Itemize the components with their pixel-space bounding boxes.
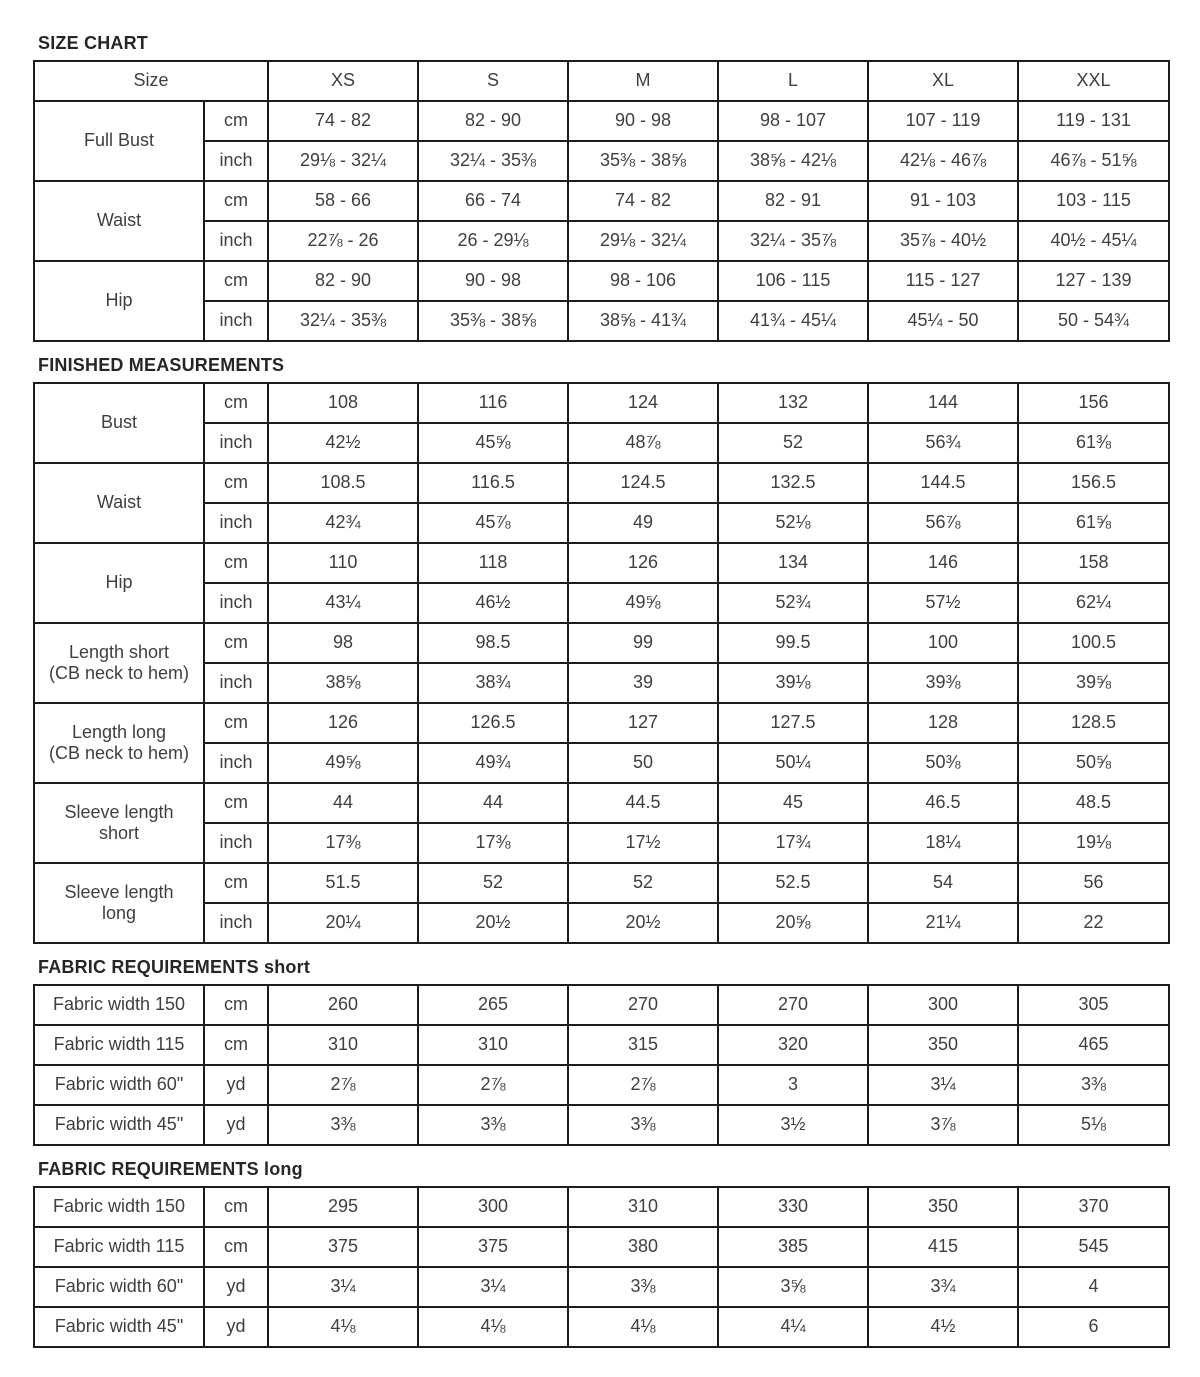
value-cell: 46.5 <box>868 783 1018 823</box>
value-cell: 107 - 119 <box>868 101 1018 141</box>
value-cell: 49 <box>568 503 718 543</box>
table-row <box>34 181 1169 221</box>
value-cell: 20⅝ <box>718 903 868 943</box>
value-cell: 4 <box>1018 1267 1169 1307</box>
row-label: Bust <box>34 383 204 463</box>
row-label: Fabric width 150 <box>34 985 204 1025</box>
value-cell: 260 <box>268 985 418 1025</box>
value-cell: 74 - 82 <box>568 181 718 221</box>
table-row <box>34 1025 1169 1065</box>
table-row <box>34 261 1169 301</box>
unit-cell: cm <box>204 1187 268 1227</box>
value-cell: 38⅝ - 42⅛ <box>718 141 868 181</box>
value-cell: 128.5 <box>1018 703 1169 743</box>
value-cell: 350 <box>868 1025 1018 1065</box>
value-cell: 115 - 127 <box>868 261 1018 301</box>
value-cell: 127 <box>568 703 718 743</box>
value-cell: 32¼ - 35⅞ <box>718 221 868 261</box>
value-cell: 320 <box>718 1025 868 1065</box>
value-cell: 3¼ <box>418 1267 568 1307</box>
table-row <box>34 423 1169 463</box>
value-cell: 370 <box>1018 1187 1169 1227</box>
value-cell: 52 <box>718 423 868 463</box>
value-cell: 119 - 131 <box>1018 101 1169 141</box>
row-label: Fabric width 115 <box>34 1227 204 1267</box>
row-label: Full Bust <box>34 101 204 181</box>
value-cell: 132 <box>718 383 868 423</box>
table-row <box>34 221 1169 261</box>
table-row <box>34 583 1169 623</box>
table-row <box>34 503 1169 543</box>
value-cell: 32¼ - 35⅜ <box>268 301 418 341</box>
table-row <box>34 1105 1169 1145</box>
value-cell: 35⅞ - 40½ <box>868 221 1018 261</box>
value-cell: 4⅛ <box>268 1307 418 1347</box>
value-cell: 66 - 74 <box>418 181 568 221</box>
value-cell: 38⅝ - 41¾ <box>568 301 718 341</box>
row-label: Length long (CB neck to hem) <box>34 703 204 783</box>
value-cell: 116.5 <box>418 463 568 503</box>
value-cell: 375 <box>418 1227 568 1267</box>
size-chart-table <box>33 60 1170 342</box>
value-cell: 300 <box>868 985 1018 1025</box>
size-column-header: M <box>568 61 718 101</box>
value-cell: 48.5 <box>1018 783 1169 823</box>
value-cell: 310 <box>568 1187 718 1227</box>
table-row <box>34 985 1169 1025</box>
value-cell: 58 - 66 <box>268 181 418 221</box>
value-cell: 91 - 103 <box>868 181 1018 221</box>
section-finished-measurements <box>33 355 1200 944</box>
value-cell: 17½ <box>568 823 718 863</box>
unit-cell: yd <box>204 1307 268 1347</box>
table-row <box>34 663 1169 703</box>
value-cell: 3¼ <box>268 1267 418 1307</box>
value-cell: 132.5 <box>718 463 868 503</box>
value-cell: 21¼ <box>868 903 1018 943</box>
value-cell: 57½ <box>868 583 1018 623</box>
value-cell: 52 <box>568 863 718 903</box>
value-cell: 100 <box>868 623 1018 663</box>
value-cell: 29⅛ - 32¼ <box>568 221 718 261</box>
value-cell: 124.5 <box>568 463 718 503</box>
value-cell: 4¼ <box>718 1307 868 1347</box>
unit-cell: inch <box>204 663 268 703</box>
value-cell: 3¾ <box>868 1267 1018 1307</box>
section-fabric-requirements-short <box>33 957 1200 1146</box>
value-cell: 56⅞ <box>868 503 1018 543</box>
value-cell: 45⅞ <box>418 503 568 543</box>
value-cell: 52.5 <box>718 863 868 903</box>
value-cell: 52¾ <box>718 583 868 623</box>
unit-cell: cm <box>204 101 268 141</box>
value-cell: 98 - 106 <box>568 261 718 301</box>
table-row <box>34 301 1169 341</box>
table-row <box>34 903 1169 943</box>
row-label: Fabric width 45" <box>34 1105 204 1145</box>
value-cell: 134 <box>718 543 868 583</box>
value-cell: 100.5 <box>1018 623 1169 663</box>
value-cell: 265 <box>418 985 568 1025</box>
size-column-header: S <box>418 61 568 101</box>
value-cell: 56¾ <box>868 423 1018 463</box>
value-cell: 295 <box>268 1187 418 1227</box>
table-row <box>34 101 1169 141</box>
value-cell: 385 <box>718 1227 868 1267</box>
unit-cell: yd <box>204 1105 268 1145</box>
value-cell: 310 <box>418 1025 568 1065</box>
value-cell: 98 <box>268 623 418 663</box>
table-row <box>34 1307 1169 1347</box>
value-cell: 3⅜ <box>418 1105 568 1145</box>
value-cell: 82 - 91 <box>718 181 868 221</box>
value-cell: 44.5 <box>568 783 718 823</box>
row-label: Sleeve length short <box>34 783 204 863</box>
value-cell: 17⅜ <box>268 823 418 863</box>
unit-cell: cm <box>204 181 268 221</box>
unit-cell: inch <box>204 503 268 543</box>
unit-cell: inch <box>204 823 268 863</box>
value-cell: 45¼ - 50 <box>868 301 1018 341</box>
unit-cell: inch <box>204 903 268 943</box>
value-cell: 108 <box>268 383 418 423</box>
unit-cell: inch <box>204 423 268 463</box>
value-cell: 40½ - 45¼ <box>1018 221 1169 261</box>
value-cell: 82 - 90 <box>418 101 568 141</box>
value-cell: 50 <box>568 743 718 783</box>
value-cell: 110 <box>268 543 418 583</box>
row-label: Fabric width 150 <box>34 1187 204 1227</box>
size-header-row <box>34 61 1169 101</box>
unit-cell: cm <box>204 783 268 823</box>
value-cell: 50⅜ <box>868 743 1018 783</box>
unit-cell: cm <box>204 1227 268 1267</box>
value-cell: 128 <box>868 703 1018 743</box>
fabric-requirements-short-table <box>33 984 1170 1146</box>
unit-cell: cm <box>204 623 268 663</box>
value-cell: 270 <box>718 985 868 1025</box>
value-cell: 106 - 115 <box>718 261 868 301</box>
value-cell: 3⅝ <box>718 1267 868 1307</box>
value-cell: 158 <box>1018 543 1169 583</box>
value-cell: 35⅜ - 38⅝ <box>568 141 718 181</box>
value-cell: 49¾ <box>418 743 568 783</box>
value-cell: 46½ <box>418 583 568 623</box>
row-label: Hip <box>34 543 204 623</box>
value-cell: 48⅞ <box>568 423 718 463</box>
row-label: Sleeve length long <box>34 863 204 943</box>
value-cell: 44 <box>418 783 568 823</box>
value-cell: 2⅞ <box>568 1065 718 1105</box>
row-label: Waist <box>34 181 204 261</box>
table-row <box>34 703 1169 743</box>
value-cell: 50⅝ <box>1018 743 1169 783</box>
value-cell: 270 <box>568 985 718 1025</box>
value-cell: 45 <box>718 783 868 823</box>
value-cell: 22 <box>1018 903 1169 943</box>
table-row <box>34 543 1169 583</box>
size-column-header: XL <box>868 61 1018 101</box>
value-cell: 44 <box>268 783 418 823</box>
value-cell: 156 <box>1018 383 1169 423</box>
row-label: Waist <box>34 463 204 543</box>
table-row <box>34 1267 1169 1307</box>
value-cell: 6 <box>1018 1307 1169 1347</box>
value-cell: 330 <box>718 1187 868 1227</box>
value-cell: 126 <box>268 703 418 743</box>
unit-cell: cm <box>204 863 268 903</box>
value-cell: 144.5 <box>868 463 1018 503</box>
value-cell: 39⅜ <box>868 663 1018 703</box>
value-cell: 26 - 29⅛ <box>418 221 568 261</box>
row-label: Fabric width 115 <box>34 1025 204 1065</box>
value-cell: 39 <box>568 663 718 703</box>
value-cell: 29⅛ - 32¼ <box>268 141 418 181</box>
fabric-requirements-long-table <box>33 1186 1170 1348</box>
value-cell: 126 <box>568 543 718 583</box>
value-cell: 38⅝ <box>268 663 418 703</box>
value-cell: 127 - 139 <box>1018 261 1169 301</box>
value-cell: 56 <box>1018 863 1169 903</box>
value-cell: 51.5 <box>268 863 418 903</box>
row-label: Fabric width 60" <box>34 1267 204 1307</box>
unit-cell: inch <box>204 221 268 261</box>
value-cell: 4⅛ <box>418 1307 568 1347</box>
value-cell: 50¼ <box>718 743 868 783</box>
value-cell: 20½ <box>418 903 568 943</box>
row-label: Fabric width 45" <box>34 1307 204 1347</box>
value-cell: 17⅜ <box>418 823 568 863</box>
unit-cell: cm <box>204 261 268 301</box>
value-cell: 4⅛ <box>568 1307 718 1347</box>
value-cell: 124 <box>568 383 718 423</box>
value-cell: 90 - 98 <box>418 261 568 301</box>
table-row <box>34 743 1169 783</box>
value-cell: 3 <box>718 1065 868 1105</box>
unit-cell: cm <box>204 463 268 503</box>
table-row <box>34 823 1169 863</box>
value-cell: 20¼ <box>268 903 418 943</box>
value-cell: 43¼ <box>268 583 418 623</box>
value-cell: 3⅜ <box>568 1105 718 1145</box>
value-cell: 46⅞ - 51⅝ <box>1018 141 1169 181</box>
value-cell: 144 <box>868 383 1018 423</box>
value-cell: 42¾ <box>268 503 418 543</box>
table-row <box>34 623 1169 663</box>
size-chart-title: SIZE CHART <box>38 33 148 53</box>
value-cell: 126.5 <box>418 703 568 743</box>
value-cell: 18¼ <box>868 823 1018 863</box>
value-cell: 52 <box>418 863 568 903</box>
unit-cell: inch <box>204 583 268 623</box>
value-cell: 82 - 90 <box>268 261 418 301</box>
unit-cell: cm <box>204 543 268 583</box>
unit-cell: inch <box>204 141 268 181</box>
value-cell: 90 - 98 <box>568 101 718 141</box>
value-cell: 3⅜ <box>568 1267 718 1307</box>
table-row <box>34 1227 1169 1267</box>
value-cell: 32¼ - 35⅜ <box>418 141 568 181</box>
value-cell: 305 <box>1018 985 1169 1025</box>
table-row <box>34 1065 1169 1105</box>
value-cell: 350 <box>868 1187 1018 1227</box>
value-cell: 310 <box>268 1025 418 1065</box>
table-row <box>34 463 1169 503</box>
row-label: Fabric width 60" <box>34 1065 204 1105</box>
value-cell: 99.5 <box>718 623 868 663</box>
value-cell: 415 <box>868 1227 1018 1267</box>
value-cell: 39⅝ <box>1018 663 1169 703</box>
value-cell: 380 <box>568 1227 718 1267</box>
value-cell: 22⅞ - 26 <box>268 221 418 261</box>
value-cell: 300 <box>418 1187 568 1227</box>
value-cell: 3½ <box>718 1105 868 1145</box>
value-cell: 465 <box>1018 1025 1169 1065</box>
value-cell: 116 <box>418 383 568 423</box>
table-row <box>34 383 1169 423</box>
value-cell: 42⅛ - 46⅞ <box>868 141 1018 181</box>
value-cell: 118 <box>418 543 568 583</box>
table-row <box>34 141 1169 181</box>
value-cell: 103 - 115 <box>1018 181 1169 221</box>
value-cell: 74 - 82 <box>268 101 418 141</box>
unit-cell: inch <box>204 743 268 783</box>
unit-cell: cm <box>204 703 268 743</box>
value-cell: 61⅜ <box>1018 423 1169 463</box>
value-cell: 35⅜ - 38⅝ <box>418 301 568 341</box>
value-cell: 3⅜ <box>1018 1065 1169 1105</box>
size-chart-document <box>33 33 1200 1348</box>
value-cell: 49⅝ <box>568 583 718 623</box>
value-cell: 3⅜ <box>268 1105 418 1145</box>
unit-cell: cm <box>204 985 268 1025</box>
fabric-requirements-long-title: FABRIC REQUIREMENTS long <box>38 1159 303 1179</box>
value-cell: 315 <box>568 1025 718 1065</box>
value-cell: 146 <box>868 543 1018 583</box>
value-cell: 375 <box>268 1227 418 1267</box>
unit-cell: yd <box>204 1267 268 1307</box>
value-cell: 45⅝ <box>418 423 568 463</box>
value-cell: 61⅝ <box>1018 503 1169 543</box>
value-cell: 42½ <box>268 423 418 463</box>
value-cell: 156.5 <box>1018 463 1169 503</box>
value-cell: 49⅝ <box>268 743 418 783</box>
value-cell: 108.5 <box>268 463 418 503</box>
finished-measurements-title: FINISHED MEASUREMENTS <box>38 355 285 375</box>
value-cell: 17¾ <box>718 823 868 863</box>
value-cell: 54 <box>868 863 1018 903</box>
unit-cell: cm <box>204 383 268 423</box>
value-cell: 52⅛ <box>718 503 868 543</box>
value-cell: 98.5 <box>418 623 568 663</box>
value-cell: 62¼ <box>1018 583 1169 623</box>
value-cell: 3⅞ <box>868 1105 1018 1145</box>
unit-cell: cm <box>204 1025 268 1065</box>
value-cell: 4½ <box>868 1307 1018 1347</box>
value-cell: 38¾ <box>418 663 568 703</box>
finished-measurements-table <box>33 382 1170 944</box>
section-fabric-requirements-long <box>33 1159 1200 1348</box>
value-cell: 20½ <box>568 903 718 943</box>
table-row <box>34 1187 1169 1227</box>
unit-cell: yd <box>204 1065 268 1105</box>
size-column-header: XS <box>268 61 418 101</box>
value-cell: 127.5 <box>718 703 868 743</box>
table-row <box>34 783 1169 823</box>
row-label: Hip <box>34 261 204 341</box>
size-column-header: L <box>718 61 868 101</box>
unit-cell: inch <box>204 301 268 341</box>
fabric-requirements-short-title: FABRIC REQUIREMENTS short <box>38 957 311 977</box>
value-cell: 41¾ - 45¼ <box>718 301 868 341</box>
value-cell: 2⅞ <box>418 1065 568 1105</box>
value-cell: 99 <box>568 623 718 663</box>
value-cell: 19⅛ <box>1018 823 1169 863</box>
value-cell: 39⅛ <box>718 663 868 703</box>
size-column-header: XXL <box>1018 61 1169 101</box>
row-label: Length short (CB neck to hem) <box>34 623 204 703</box>
value-cell: 3¼ <box>868 1065 1018 1105</box>
size-header-label: Size <box>34 61 268 101</box>
value-cell: 2⅞ <box>268 1065 418 1105</box>
value-cell: 545 <box>1018 1227 1169 1267</box>
value-cell: 98 - 107 <box>718 101 868 141</box>
value-cell: 5⅛ <box>1018 1105 1169 1145</box>
section-size-chart <box>33 33 1200 342</box>
value-cell: 50 - 54¾ <box>1018 301 1169 341</box>
table-row <box>34 863 1169 903</box>
